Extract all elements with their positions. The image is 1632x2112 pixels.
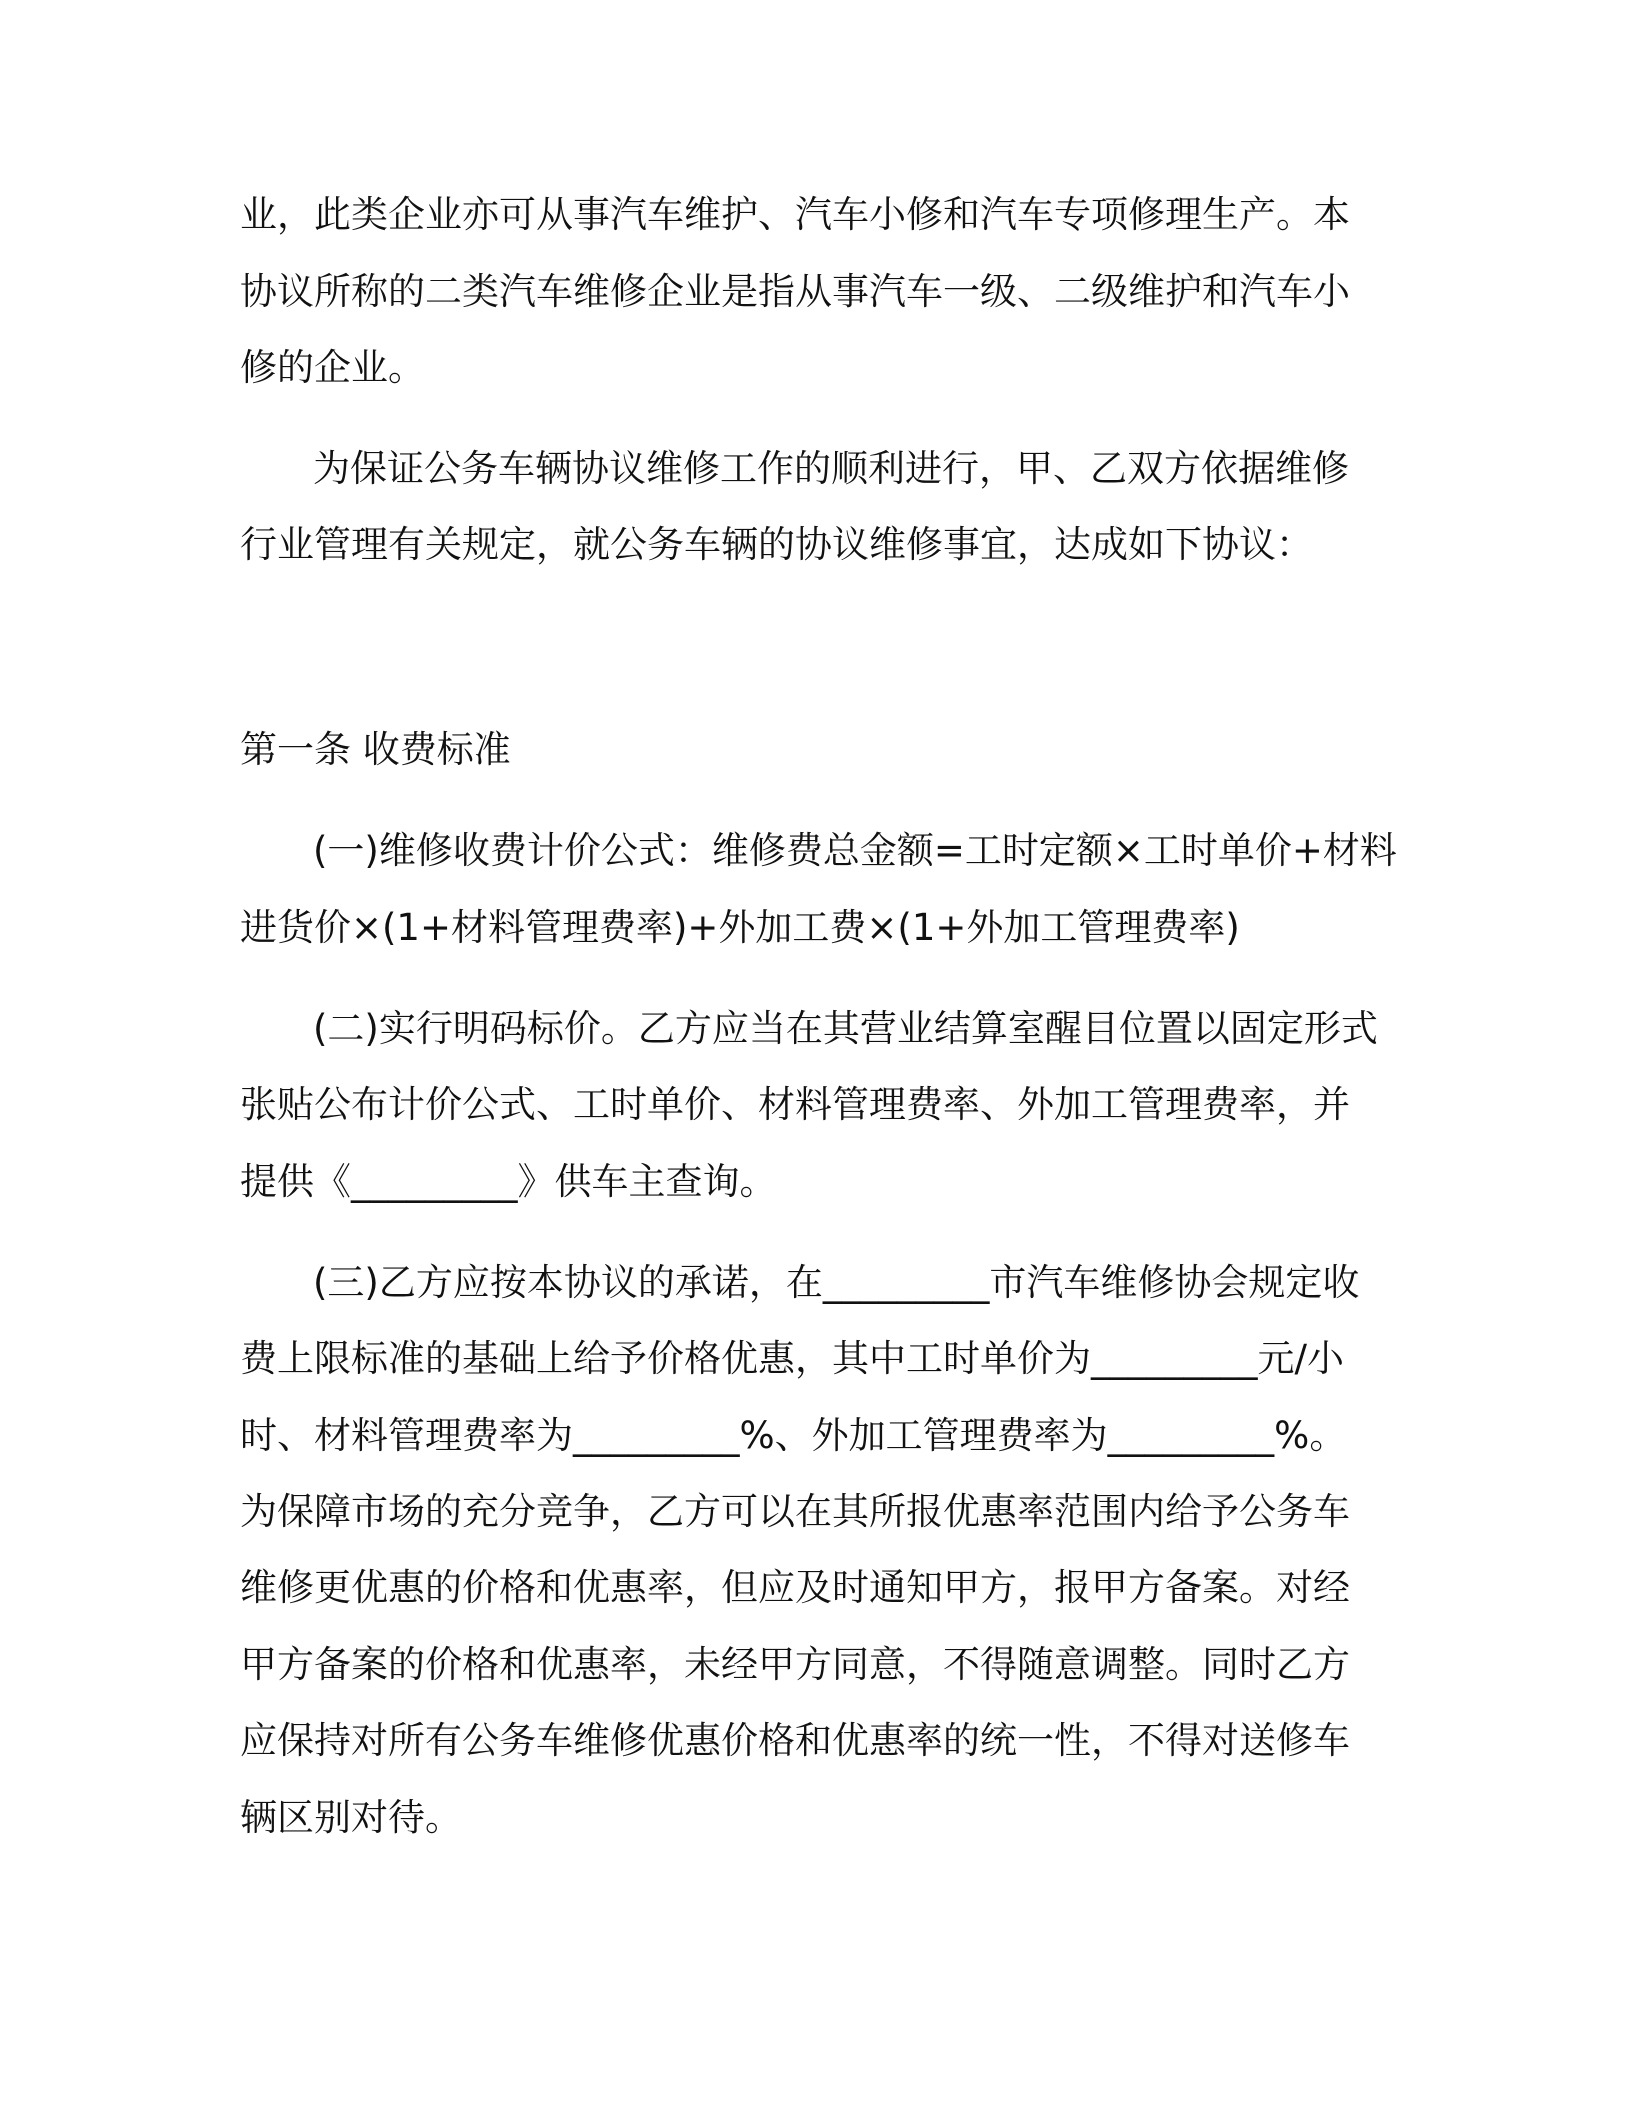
text-line: 协议所称的二类汽车维修企业是指从事汽车一级、二级维护和汽车小 (240, 270, 1350, 313)
text-line: 修的企业。 (240, 346, 425, 389)
text-line: (三)乙方应按本协议的承诺，在_________市汽车维修协会规定收 (313, 1261, 1360, 1304)
text-line: (二)实行明码标价。乙方应当在其营业结算室醒目位置以固定形式 (313, 1007, 1378, 1050)
text-line: 应保持对所有公务车维修优惠价格和优惠率的统一性，不得对送修车 (240, 1719, 1350, 1762)
text-line: 进货价×(1+材料管理费率)+外加工费×(1+外加工管理费率) (240, 906, 1240, 949)
text-line: 辆区别对待。 (240, 1796, 462, 1839)
text-line: (一)维修收费计价公式：维修费总金额=工时定额×工时单价+材料 (313, 829, 1397, 872)
text-line: 行业管理有关规定，就公务车辆的协议维修事宜，达成如下协议： (240, 523, 1313, 566)
text-line: 为保障市场的充分竞争，乙方可以在其所报优惠率范围内给予公务车 (240, 1490, 1350, 1533)
text-line: 业，此类企业亦可从事汽车维护、汽车小修和汽车专项修理生产。本 (240, 193, 1350, 236)
text-line: 提供《_________》供车主查询。 (240, 1160, 777, 1203)
text-line: 甲方备案的价格和优惠率，未经甲方同意，不得随意调整。同时乙方 (240, 1643, 1350, 1686)
text-line: 张贴公布计价公式、工时单价、材料管理费率、外加工管理费率，并 (240, 1083, 1350, 1126)
text-line: 时、材料管理费率为_________%、外加工管理费率为_________%。 (240, 1414, 1347, 1457)
text-line: 为保证公务车辆协议维修工作的顺利进行，甲、乙双方依据维修 (313, 447, 1349, 490)
text-line: 费上限标准的基础上给予价格优惠，其中工时单价为_________元/小 (240, 1337, 1344, 1380)
text-line: 维修更优惠的价格和优惠率，但应及时通知甲方，报甲方备案。对经 (240, 1566, 1350, 1609)
section-heading: 第一条 收费标准 (240, 728, 511, 771)
